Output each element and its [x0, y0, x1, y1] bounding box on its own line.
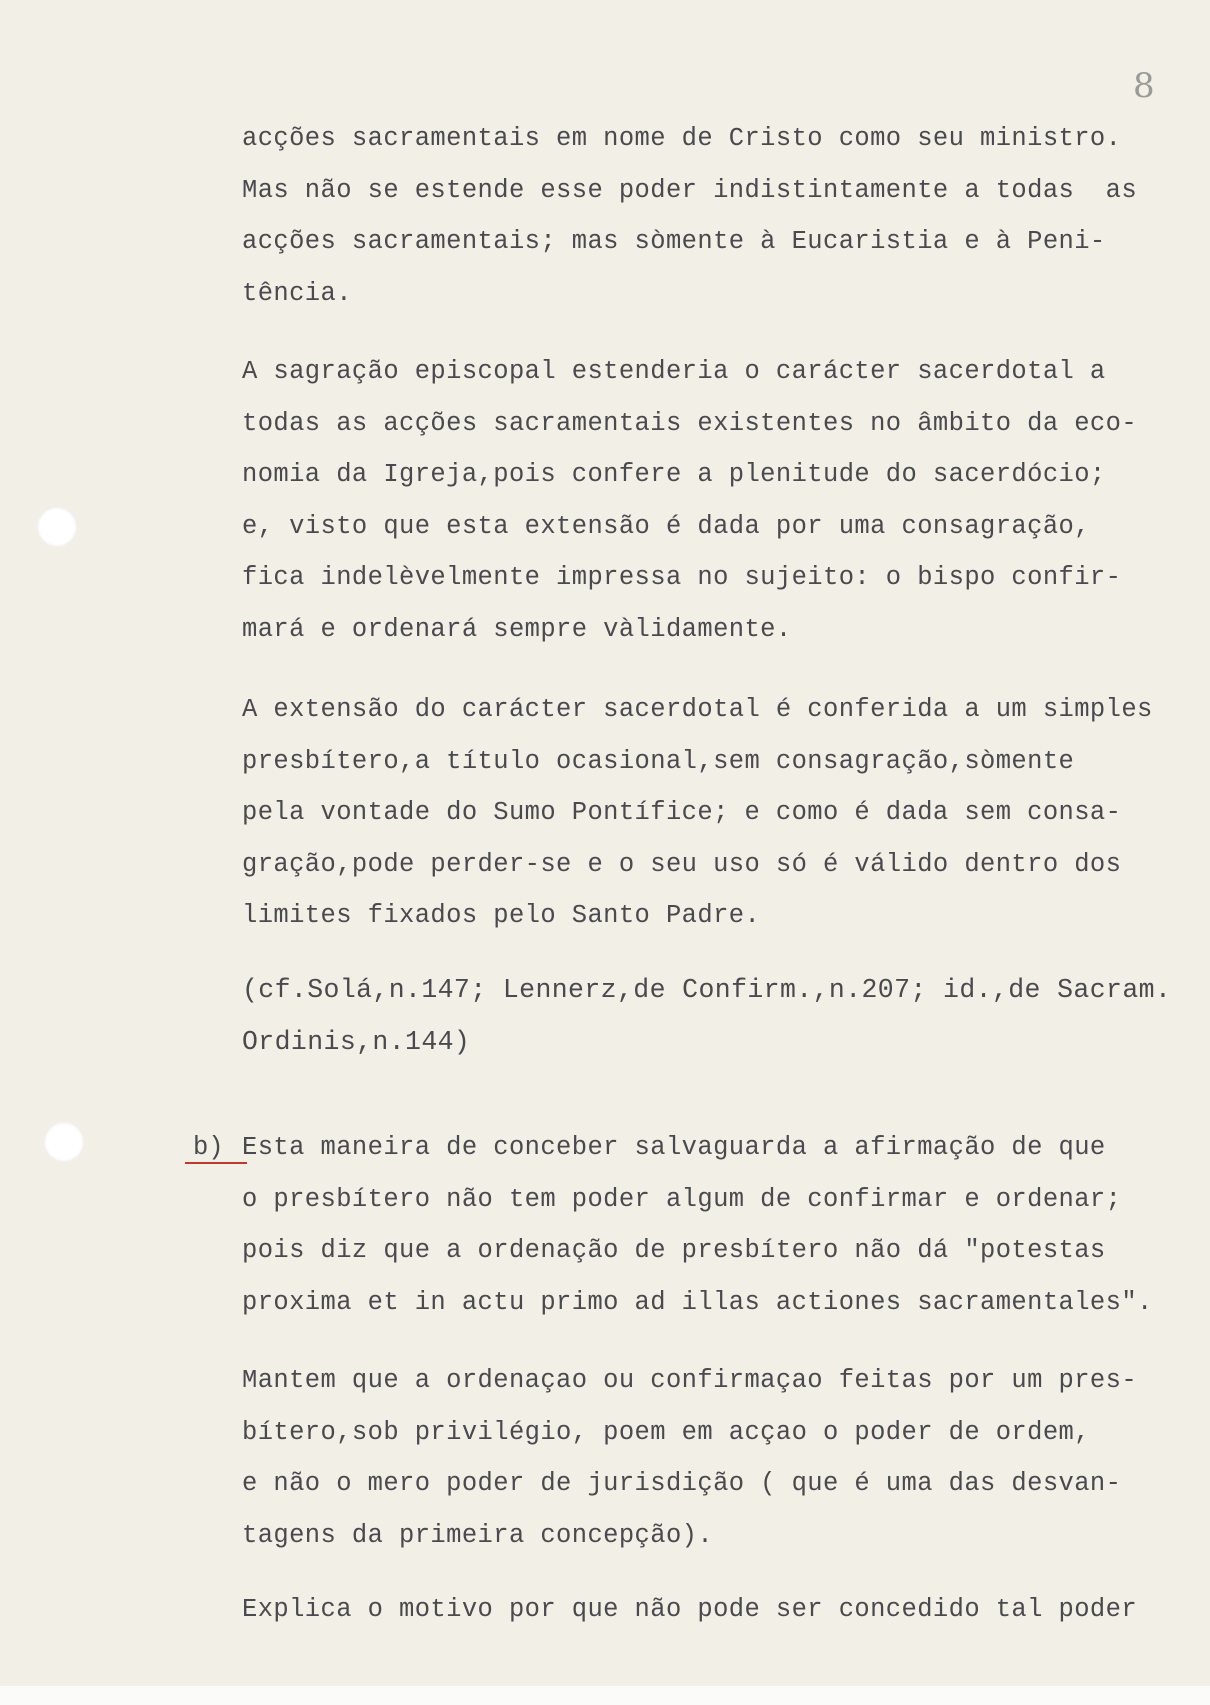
text-line: Esta maneira de conceber salvaguarda a afirmação de que	[242, 1133, 1106, 1162]
text-line: A sagração episcopal estenderia o carácter sacerdotal a	[242, 357, 1106, 386]
paragraph-5	[242, 1355, 1162, 1561]
text-line: e não o mero poder de jurisdição ( que é uma das desvan-	[242, 1469, 1122, 1498]
text-line: Mas não se estende esse poder indistintamente a todas as	[242, 175, 1138, 205]
text-line: presbítero,a título ocasional,sem consagração,sòmente	[242, 746, 1075, 776]
text-line: todas as acções sacramentais existentes no âmbito da eco-	[242, 408, 1138, 438]
text-line: acções sacramentais; mas sòmente à Eucaristia e à Peni-	[242, 227, 1106, 256]
red-pencil-underline	[185, 1162, 247, 1164]
text-line: limites fixados pelo Santo Padre.	[242, 901, 761, 930]
text-line: bítero,sob privilégio, poem em acçao o poder de ordem,	[242, 1417, 1090, 1447]
text-line: acções sacramentais em nome de Cristo como seu ministro.	[242, 124, 1122, 153]
page-edge	[0, 1686, 1210, 1705]
text-line: mará e ordenará sempre vàlidamente.	[242, 614, 792, 644]
citation	[242, 965, 1172, 1068]
text-line: proxima et in actu primo ad illas actiones sacramentales".	[242, 1287, 1153, 1317]
punch-hole-upper	[37, 507, 77, 547]
list-marker: b)	[193, 1133, 224, 1162]
text-line: Mantem que a ordenaçao ou confirmaçao feitas por um pres-	[242, 1366, 1138, 1395]
text-line: pela vontade do Sumo Pontífice; e como é dada sem consa-	[242, 798, 1122, 827]
text-line: gração,pode perder-se e o seu uso só é válido dentro dos	[242, 849, 1122, 879]
text-line: A extensão do carácter sacerdotal é conferida a um simples	[242, 695, 1153, 724]
paragraph-2	[242, 346, 1162, 655]
paragraph-3	[242, 684, 1162, 942]
text-line: e, visto que esta extensão é dada por uma consagração,	[242, 511, 1090, 541]
text-line: tagens da primeira concepção).	[242, 1520, 714, 1550]
punch-hole-lower	[44, 1122, 84, 1162]
text-line: Explica o motivo por que não pode ser concedido tal poder	[242, 1595, 1138, 1624]
page-number: 8	[1133, 66, 1155, 106]
text-line: o presbítero não tem poder algum de confirmar e ordenar;	[242, 1184, 1122, 1214]
paragraph-1	[242, 113, 1162, 319]
text-line: tência.	[242, 278, 352, 308]
text-line: fica indelèvelmente impressa no sujeito: o bispo confir-	[242, 563, 1122, 592]
paragraph-b	[242, 1122, 1162, 1328]
text-line: Ordinis,n.144)	[242, 1026, 471, 1057]
paragraph-6	[242, 1584, 1162, 1636]
text-line: nomia da Igreja,pois confere a plenitude do sacerdócio;	[242, 460, 1106, 489]
text-line: pois diz que a ordenação de presbítero não dá "potestas	[242, 1236, 1106, 1265]
text-line: (cf.Solá,n.147; Lennerz,de Confirm.,n.207; id.,de Sacram.	[242, 975, 1172, 1005]
